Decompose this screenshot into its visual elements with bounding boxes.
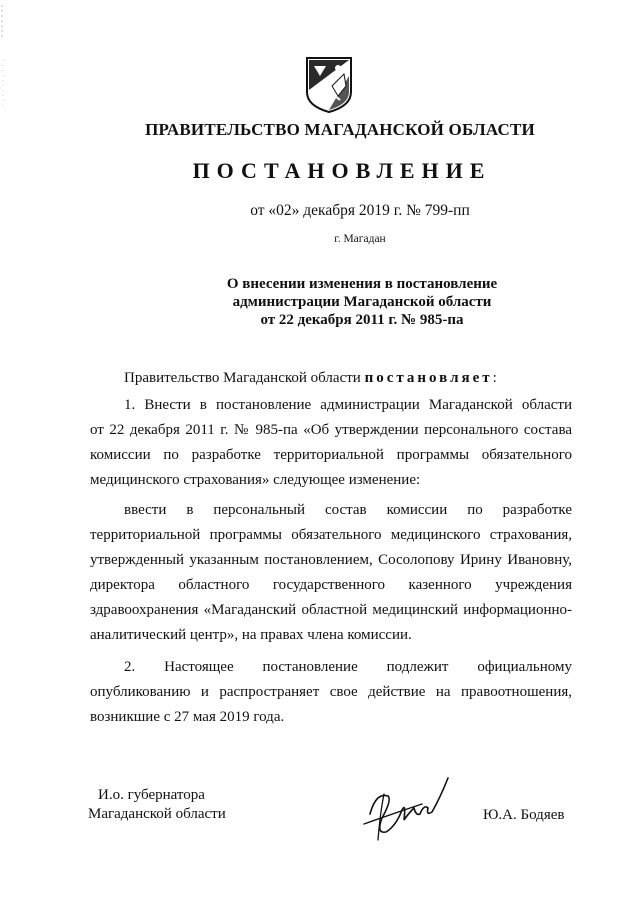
paragraph-line: ввести в персональный состав комиссии по разработке bbox=[124, 502, 572, 518]
coat-of-arms-icon bbox=[304, 56, 354, 114]
subject-line: О внесении изменения в постановление bbox=[226, 276, 498, 292]
document-type-title: ПОСТАНОВЛЕНИЕ bbox=[192, 158, 492, 183]
subject-line: от 22 декабря 2011 г. № 985-па bbox=[260, 312, 464, 328]
signatory-name: Ю.А. Бодяев bbox=[483, 807, 565, 823]
scan-margin-marks bbox=[0, 0, 6, 120]
intro-text: Правительство Магаданской области bbox=[124, 370, 365, 386]
paragraph-2 bbox=[90, 655, 572, 730]
paragraph-line: опубликованию и распространяет свое действие на правоотношения, bbox=[90, 684, 572, 700]
paragraph-line: территориальной программы обязательного медицинского страхования, bbox=[90, 527, 572, 543]
intro-keyword: постановляет bbox=[364, 370, 493, 386]
paragraph-1 bbox=[90, 393, 572, 493]
paragraph-line: директора областного государственного казенного учреждения bbox=[90, 577, 572, 593]
document-city: г. Магадан bbox=[334, 233, 386, 245]
paragraph-line: 1. Внести в постановление администрации Магаданской области bbox=[124, 397, 572, 413]
paragraph-line: комиссии по разработке территориальной программы обязательного bbox=[90, 447, 572, 463]
government-name: ПРАВИТЕЛЬСТВО МАГАДАНСКОЙ ОБЛАСТИ bbox=[145, 120, 535, 139]
paragraph-line: 2. Настоящее постановление подлежит официальному bbox=[124, 659, 572, 675]
paragraph-line: утвержденный указанным постановлением, Сосолопову Ирину Ивановну, bbox=[90, 552, 572, 568]
document-subject bbox=[42, 275, 640, 329]
resolution-intro bbox=[90, 366, 572, 391]
signatory-title-line: Магаданской области bbox=[88, 806, 226, 822]
paragraph-line: здравоохранения «Магаданский областной медицинский информационно- bbox=[90, 602, 572, 618]
document-date-number: от «02» декабря 2019 г. № 799-пп bbox=[250, 202, 470, 219]
paragraph-line: от 22 декабря 2011 г. № 985-па «Об утверждении персонального состава bbox=[90, 422, 572, 438]
signatory-title-line: И.о. губернатора bbox=[98, 787, 205, 803]
paragraph-line: медицинского страхования» следующее изменение: bbox=[90, 472, 421, 488]
paragraph-amendment bbox=[90, 498, 572, 648]
paragraph-line: аналитический центр», на правах члена комиссии. bbox=[90, 627, 412, 643]
intro-colon: : bbox=[492, 370, 497, 386]
signatory-title bbox=[88, 786, 226, 824]
handwritten-signature bbox=[362, 774, 452, 846]
subject-line: администрации Магаданской области bbox=[232, 294, 492, 310]
paragraph-line: возникшие с 27 мая 2019 года. bbox=[90, 709, 285, 725]
